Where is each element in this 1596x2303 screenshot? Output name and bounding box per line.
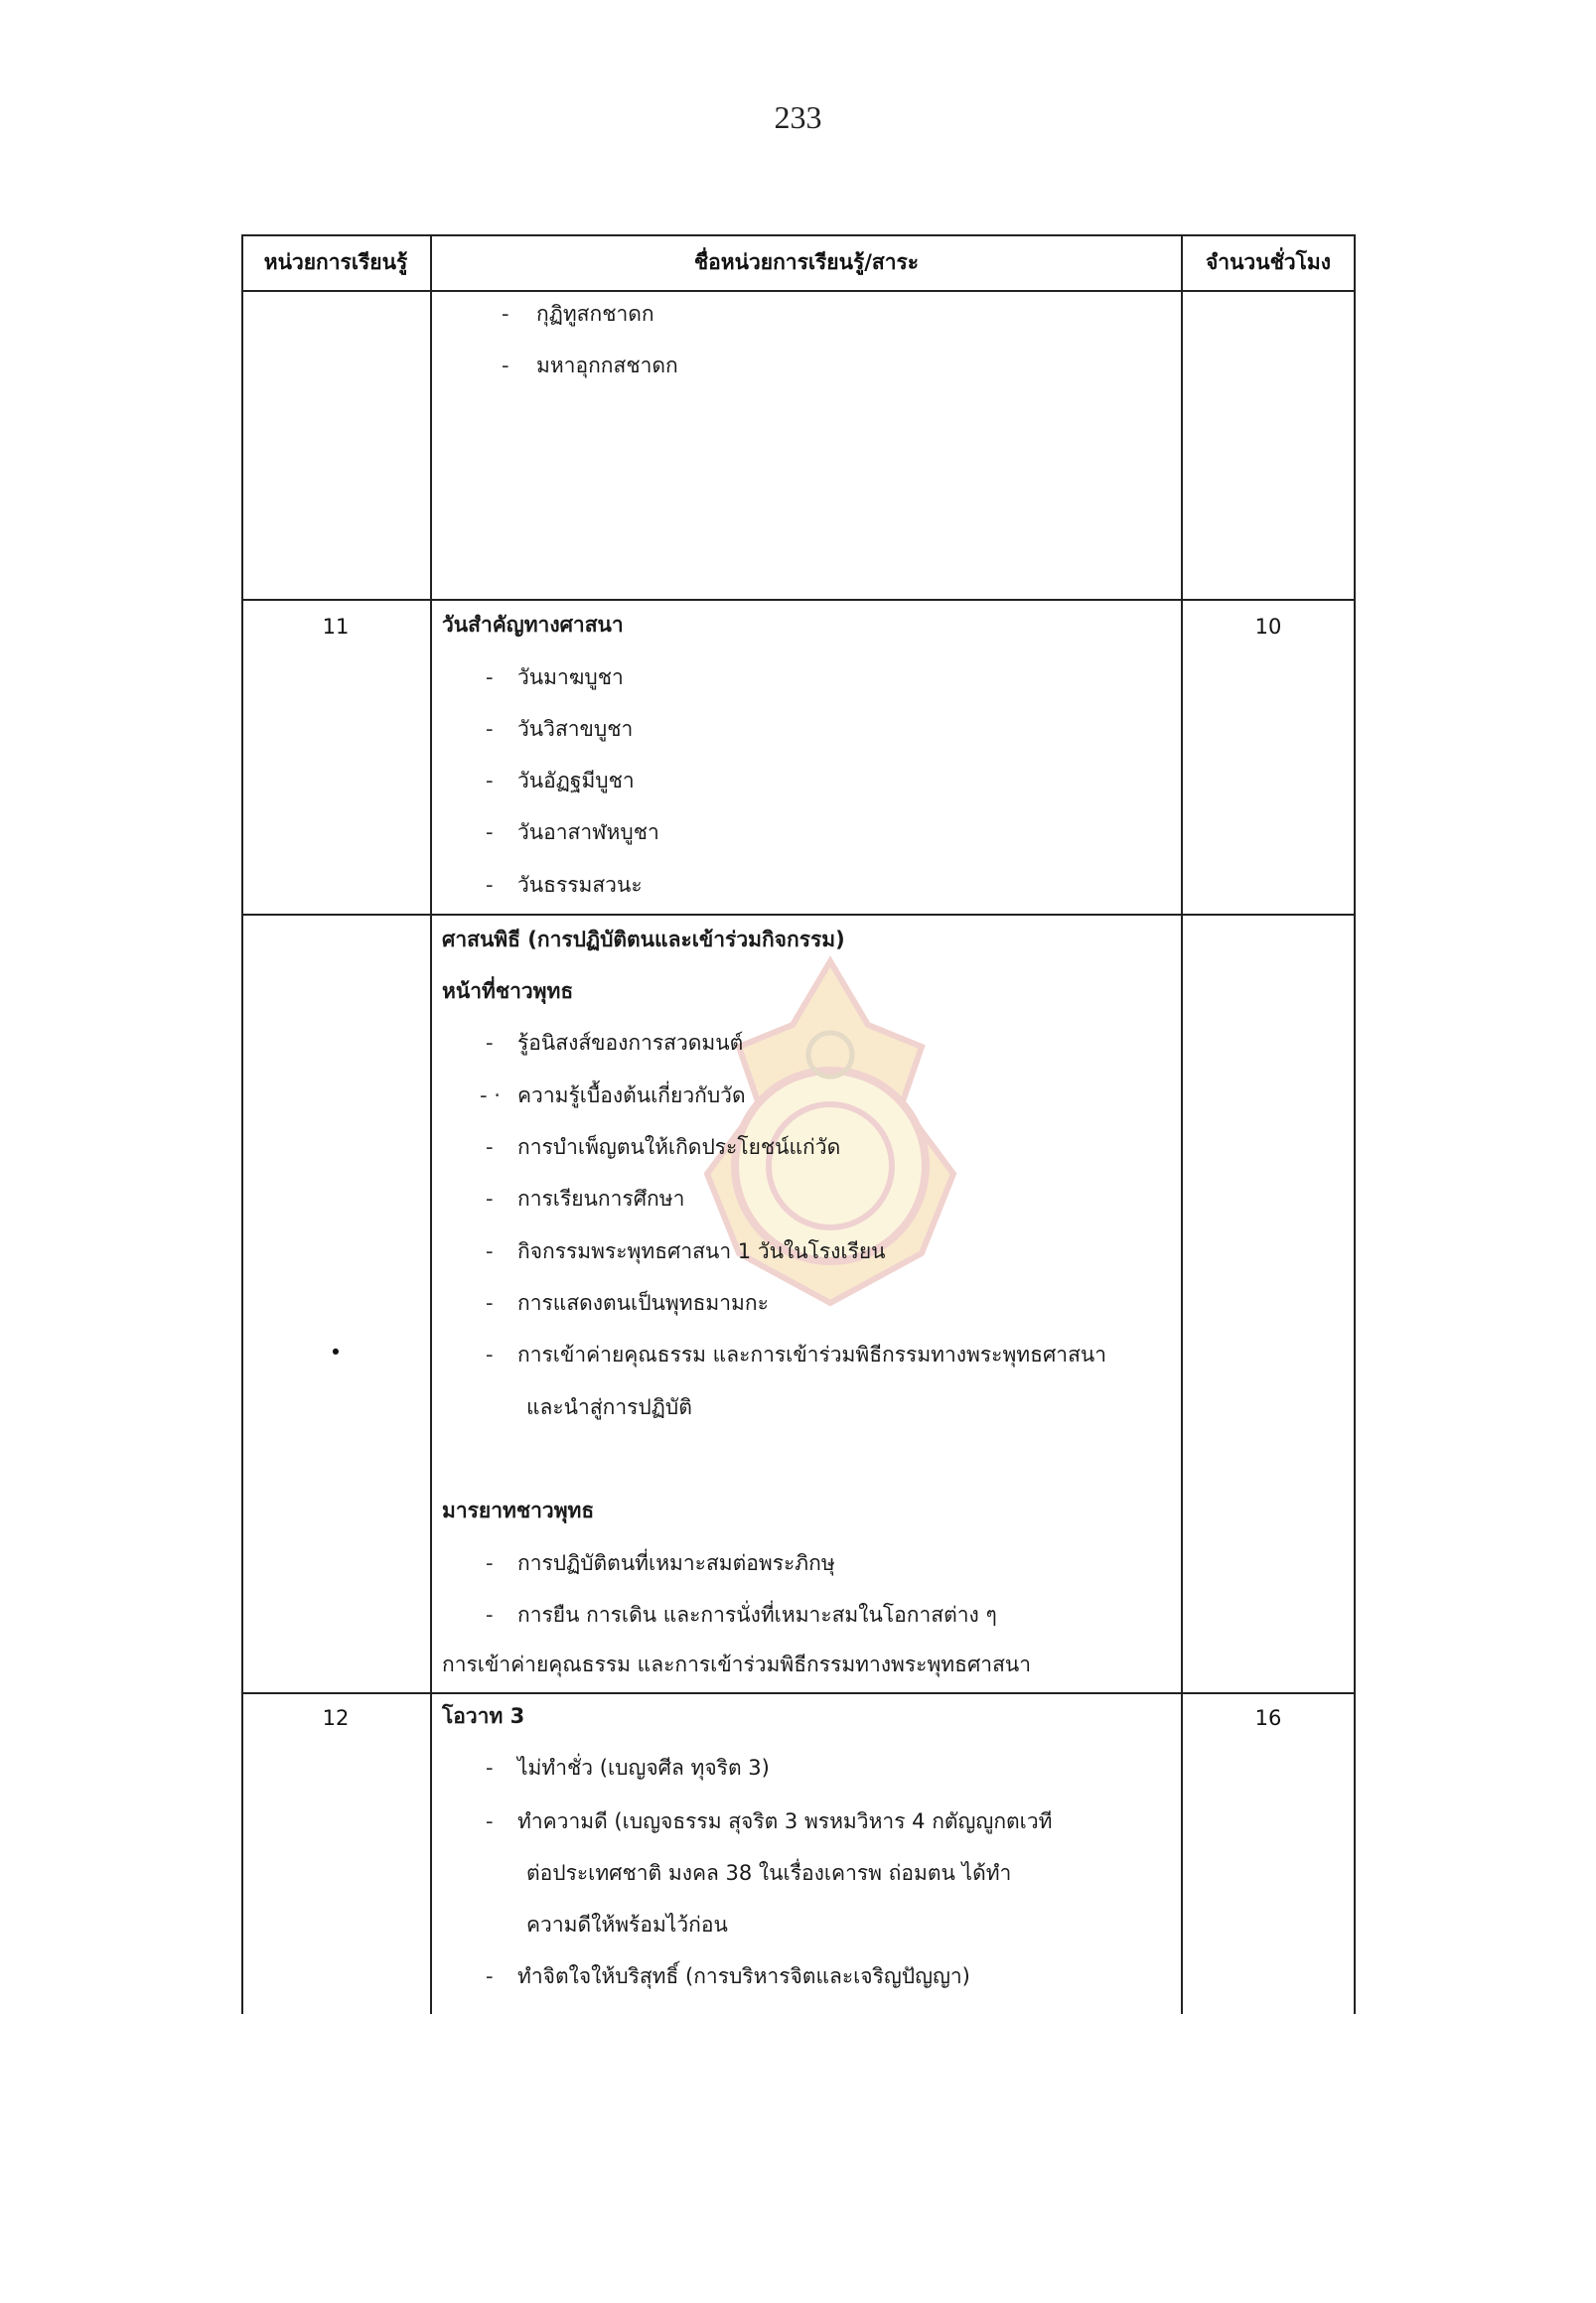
list-item-continuation: และนำสู่การปฏิบัติ — [526, 1395, 692, 1419]
list-item: กิจกรรมพระพุทธศาสนา 1 วันในโรงเรียน — [517, 1239, 886, 1263]
list-item: การบำเพ็ญตนให้เกิดประโยชน์แก่วัด — [517, 1135, 841, 1159]
list-item: มหาอุกกสชาดก — [536, 354, 678, 377]
list-item: วันวิสาขบูชา — [517, 717, 634, 741]
list-item: การเรียนการศึกษา — [517, 1187, 685, 1211]
list-item: ทำความดี (เบญจธรรม สุจริต 3 พรหมวิหาร 4 กตัญญูกตเวที — [517, 1809, 1053, 1833]
list-item: ไม่ทำชั่ว (เบญจศีล ทุจริต 3) — [517, 1756, 770, 1780]
list-item: การยืน การเดิน และการนั่งที่เหมาะสมในโอกาสต่าง ๆ — [517, 1603, 997, 1627]
list-item-continuation: ความดีให้พร้อมไว้ก่อน — [526, 1913, 728, 1937]
header-name: ชื่อหน่วยการเรียนรู้/สาระ — [693, 250, 920, 274]
list-item: วันมาฆบูชา — [517, 665, 624, 689]
curriculum-table: หน่วยการเรียนรู้ ชื่อหน่วยการเรียนรู้/สาระ จำนวนชั่วโมง - กุฏิทูสกชาดก - มหาอุกกสชาดก 11 10 วันสำคัญทางศาสนา - วันมาฆบูชา - วันวิสาขบูชา - วันอัฏฐมีบูชา - วันอาสาฬหบูชา - วันธรรมสวนะ • ศาสนพิธี (การปฏิบัติตนและเข้าร่วมกิจกรรม) หน้าที่ชาวพุทธ - รู้อนิสงส์ของการสวดมนต์ - · ความรู้เบื้องต้นเกี่ยวกับวัด - การบำเพ็ญตนให้เกิดประโยชน์แก่วัด - การเรียนการศึกษา - กิจกรรมพระพุทธศาสนา 1 วันในโรงเรียน - การแสดงตนเป็นพุทธมามกะ - การเข้าค่ายคุณธรรม และการเข้าร่วมพิธีกรรมทางพระพุทธศาสนา และนำสู่การปฏิบัติ มารยาทชาวพุทธ - การปฏิบัติตนที่เหมาะสมต่อพระภิกษุ - การยืน การเดิน และการนั่งที่เหมาะสมในโอกาสต่าง ๆ การเข้าค่ายคุณธรรม และการเข้าร่วมพิธีกรรมทางพระพุทธศาสนา 12 16 โอวาท 3 - ไม่ทำชั่ว (เบญจศีล ทุจริต 3) - ทำความดี (เบญจธรรม สุจริต 3 พรหมวิหาร 4 กตัญญูกตเวที ต่อประเทศชาติ มงคล 38 ในเรื่องเคารพ ถ่อมตน ได้ทำ ความดีให้พร้อมไว้ก่อน - ทำจิตใจให้บริสุทธิ์ (การบริหารจิตและเจริญปัญญา) — [241, 234, 1356, 2014]
section-subheading: มารยาทชาวพุทธ — [442, 1499, 595, 1522]
list-item: การเข้าค่ายคุณธรรม และการเข้าร่วมพิธีกรรมทางพระพุทธศาสนา — [517, 1343, 1107, 1367]
section-heading: ศาสนพิธี (การปฏิบัติตนและเข้าร่วมกิจกรรม) — [442, 928, 845, 951]
list-item: ความรู้เบื้องต้นเกี่ยวกับวัด — [517, 1083, 746, 1107]
unit-title: วันสำคัญทางศาสนา — [442, 613, 624, 637]
page-number: 233 — [774, 99, 822, 135]
unit-number: 11 — [322, 615, 350, 639]
list-item: ทำจิตใจให้บริสุทธิ์ (การบริหารจิตและเจริญปัญญา) — [517, 1964, 970, 1988]
hours-value: 16 — [1254, 1706, 1282, 1730]
unit-title: โอวาท 3 — [442, 1704, 525, 1728]
list-item: กุฏิทูสกชาดก — [536, 302, 654, 326]
list-item: การปฏิบัติตนที่เหมาะสมต่อพระภิกษุ — [517, 1551, 835, 1575]
list-item: วันอัฏฐมีบูชา — [517, 769, 635, 792]
list-item-continuation: ต่อประเทศชาติ มงคล 38 ในเรื่องเคารพ ถ่อมตน ได้ทำ — [526, 1861, 1012, 1885]
header-unit: หน่วยการเรียนรู้ — [263, 250, 408, 274]
list-item: การแสดงตนเป็นพุทธมามกะ — [517, 1291, 769, 1315]
list-item: รู้อนิสงส์ของการสวดมนต์ — [517, 1031, 744, 1055]
unit-number: 12 — [322, 1706, 350, 1730]
bullet-marker: • — [329, 1341, 343, 1365]
list-item: วันธรรมสวนะ — [517, 873, 643, 897]
list-item: วันอาสาฬหบูชา — [517, 820, 659, 844]
closing-line: การเข้าค่ายคุณธรรม และการเข้าร่วมพิธีกรรมทางพระพุทธศาสนา — [442, 1653, 1032, 1676]
header-hours: จำนวนชั่วโมง — [1205, 250, 1332, 274]
hours-value: 10 — [1254, 615, 1282, 639]
section-subheading: หน้าที่ชาวพุทธ — [442, 979, 574, 1003]
